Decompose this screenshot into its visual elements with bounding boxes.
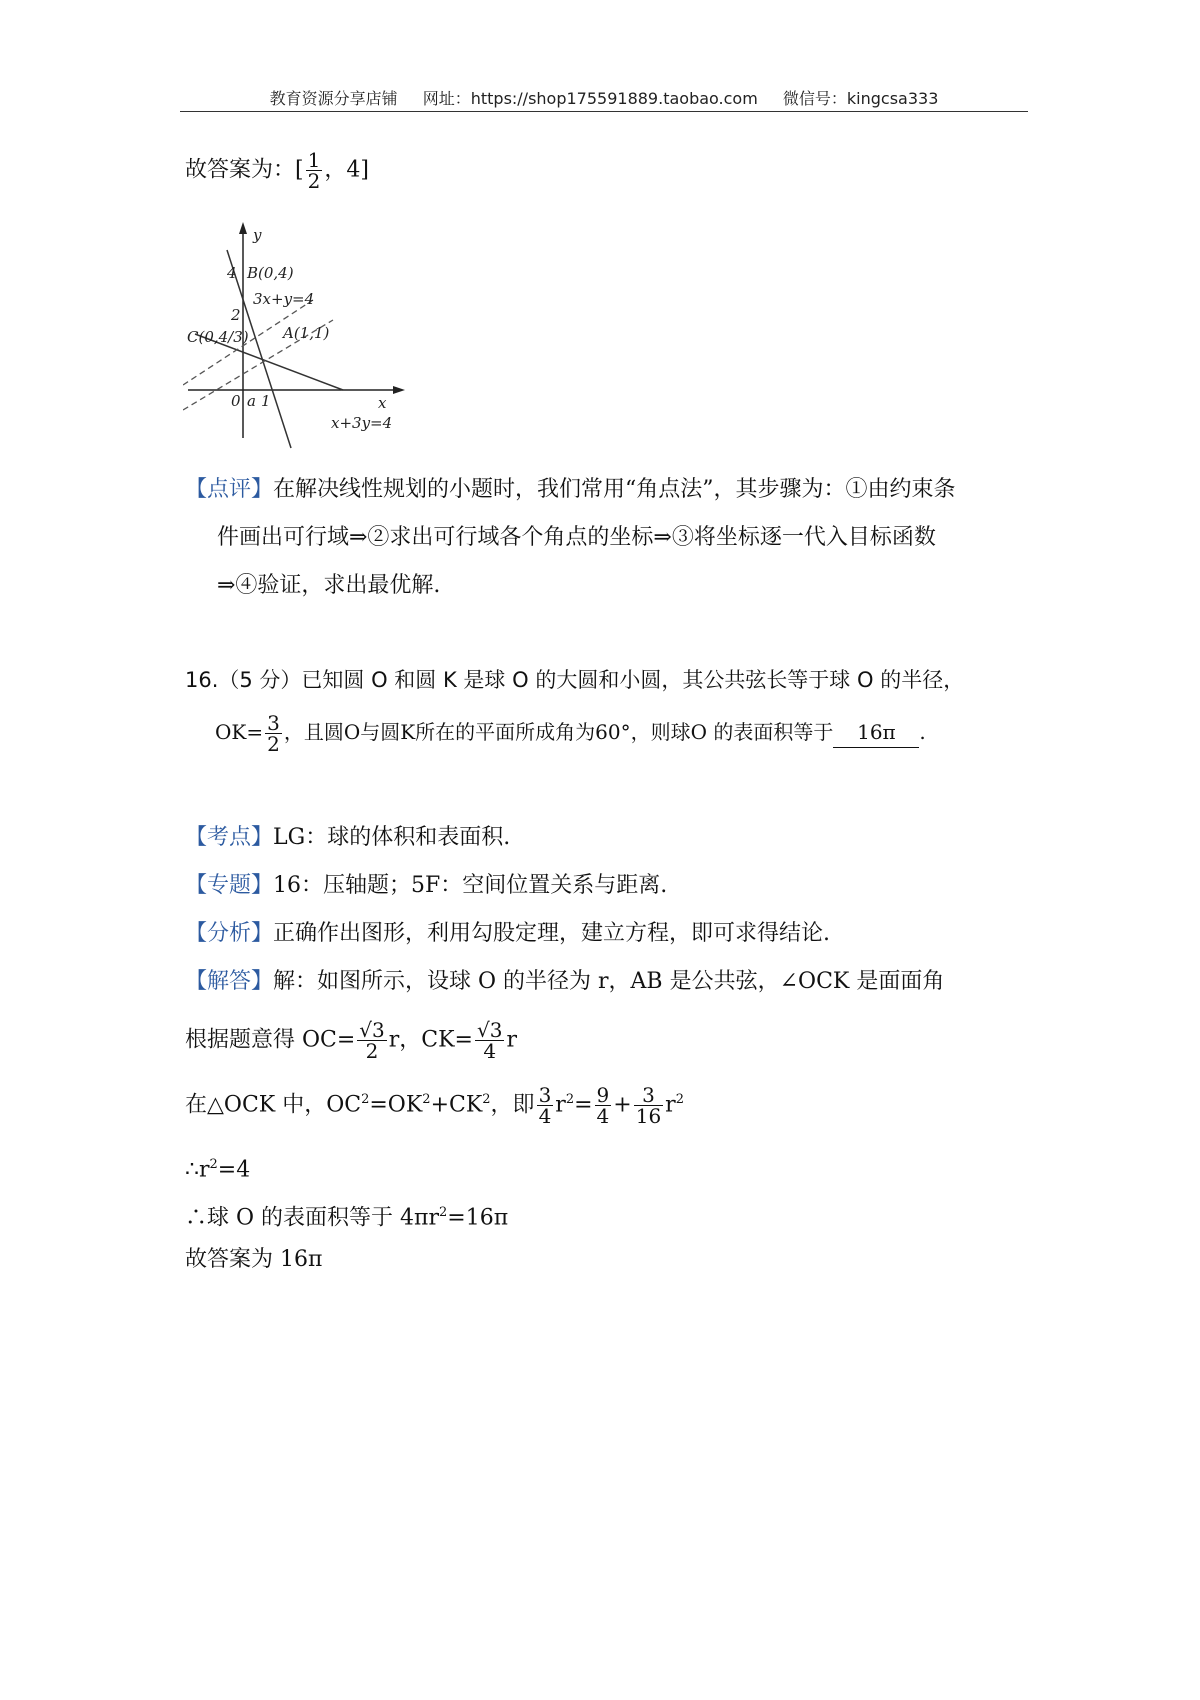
feasible-region-figure bbox=[183, 220, 413, 450]
tick-a: a bbox=[247, 392, 256, 410]
tick-1: 1 bbox=[261, 392, 271, 410]
comment-line-3: ⇒④验证，求出最优解. bbox=[217, 573, 441, 598]
zhuanti-line bbox=[185, 871, 667, 901]
ck-den: 4 bbox=[483, 1039, 497, 1063]
sup-r1: 2 bbox=[565, 1092, 575, 1108]
point-C-label: C(0,4/3) bbox=[187, 328, 249, 346]
question-16-line-1: 16.（5 分）已知圆 O 和圆 K 是球 O 的大圆和小圆，其公共弦长等于球 O 的半径， bbox=[185, 668, 965, 692]
sup-oc: 2 bbox=[361, 1092, 370, 1108]
ck-fraction bbox=[475, 1020, 504, 1061]
oc-den: 2 bbox=[365, 1039, 379, 1063]
tick-4: 4 bbox=[227, 264, 237, 282]
header-wechat: 微信号：kingcsa333 bbox=[782, 89, 939, 108]
ok-den: 2 bbox=[267, 732, 280, 756]
r-2: r bbox=[665, 1092, 676, 1118]
y-axis-label: y bbox=[253, 226, 262, 244]
y-arrow bbox=[239, 222, 247, 234]
jieda-text: 解：如图所示，设球 O 的半径为 r，AB 是公共弦，∠OCK 是面面角 bbox=[273, 969, 945, 994]
page-header bbox=[180, 86, 1028, 109]
frac-3-4 bbox=[537, 1085, 554, 1126]
f2-num: 9 bbox=[596, 1083, 610, 1107]
solution-line-5: 故答案为 16π bbox=[185, 1247, 323, 1272]
f2-den: 4 bbox=[596, 1104, 610, 1128]
f1-den: 4 bbox=[538, 1104, 552, 1128]
zhuanti-tag: 【专题】 bbox=[185, 873, 274, 898]
fraction-half bbox=[306, 150, 323, 191]
prev-answer bbox=[185, 150, 369, 191]
fenxi-line bbox=[185, 919, 830, 949]
sup-r3: 2 bbox=[209, 1157, 218, 1172]
r-1: r bbox=[555, 1092, 566, 1118]
frac-9-4 bbox=[595, 1085, 612, 1126]
equation-3x-y-label: 3x+y=4 bbox=[253, 290, 315, 308]
point-B-label: B(0,4) bbox=[247, 264, 294, 282]
q16-mid: ，且圆O与圆K所在的平面所成角为60°，则球O 的表面积等于 bbox=[283, 720, 834, 744]
x-arrow bbox=[393, 386, 405, 394]
eq-sign: = bbox=[574, 1092, 593, 1118]
sol-l1-prefix: 根据题意得 OC= bbox=[185, 1027, 356, 1053]
prev-answer-suffix: ，4] bbox=[324, 157, 369, 183]
sol-l3-tail: =4 bbox=[217, 1157, 251, 1183]
solution-line-3 bbox=[185, 1150, 250, 1185]
solution-line-1 bbox=[185, 1020, 517, 1061]
solution-line-4 bbox=[185, 1198, 508, 1233]
sol-l3: ∴r bbox=[185, 1157, 210, 1183]
sup-ok: 2 bbox=[422, 1092, 431, 1108]
f3-num: 3 bbox=[634, 1085, 663, 1106]
header-site: 网址：https://shop175591889.taobao.com bbox=[422, 89, 758, 108]
tick-2: 2 bbox=[231, 306, 241, 324]
frac-den: 2 bbox=[307, 169, 321, 193]
sol-l1-r2: r bbox=[506, 1027, 517, 1053]
zhuanti-text: 16：压轴题；5F：空间位置关系与距离. bbox=[273, 873, 668, 898]
kaodian-tag: 【考点】 bbox=[185, 825, 274, 850]
plus-sign: + bbox=[613, 1092, 632, 1118]
kaodian-line bbox=[185, 823, 510, 853]
sup-r4: 2 bbox=[439, 1205, 448, 1220]
x-axis-label: x bbox=[378, 394, 387, 412]
frac-3-16 bbox=[634, 1085, 663, 1126]
prev-answer-prefix: 故答案为：[ bbox=[185, 157, 304, 183]
q16-end: . bbox=[919, 720, 926, 744]
jieda-line bbox=[185, 967, 944, 997]
equation-x-3y-label: x+3y=4 bbox=[331, 414, 393, 432]
sol-l4: ∴球 O 的表面积等于 4πr bbox=[185, 1205, 439, 1231]
ok-prefix: OK= bbox=[215, 720, 264, 744]
sol-l2-prefix: 在△OCK 中，OC bbox=[185, 1092, 362, 1118]
ok-num: 3 bbox=[267, 711, 280, 735]
jieda-tag: 【解答】 bbox=[185, 969, 274, 994]
comment-text-1: 在解决线性规划的小题时，我们常用“角点法”，其步骤为：①由约束条 bbox=[273, 477, 956, 502]
sol-l2-eq: =OK bbox=[369, 1092, 423, 1118]
sol-l2-ji: ，即 bbox=[490, 1092, 535, 1118]
fenxi-tag: 【分析】 bbox=[185, 921, 274, 946]
header-rule bbox=[180, 111, 1028, 112]
kaodian-text: LG：球的体积和表面积. bbox=[273, 825, 511, 850]
question-16-line-2 bbox=[215, 713, 926, 754]
fenxi-text: 正确作出图形，利用勾股定理，建立方程，即可求得结论. bbox=[273, 921, 831, 946]
point-A-label: A(1,1) bbox=[283, 324, 330, 342]
ok-fraction bbox=[265, 713, 282, 754]
oc-fraction bbox=[357, 1020, 386, 1061]
answer-blank: 16π bbox=[833, 717, 919, 748]
oc-num: √3 bbox=[359, 1018, 385, 1042]
comment-line-1 bbox=[185, 475, 956, 505]
comment-line-2: 件画出可行域⇒②求出可行域各个角点的坐标⇒③将坐标逐一代入目标函数 bbox=[217, 525, 936, 550]
sol-l2-plus: +CK bbox=[430, 1092, 483, 1118]
f3-den: 16 bbox=[635, 1104, 662, 1128]
frac-num: 1 bbox=[307, 148, 321, 172]
origin-label: 0 bbox=[231, 392, 241, 410]
f1-num: 3 bbox=[538, 1083, 552, 1107]
sol-l4-tail: =16π bbox=[447, 1205, 509, 1231]
sup-r2: 2 bbox=[675, 1092, 684, 1108]
sup-ck: 2 bbox=[482, 1092, 491, 1108]
comment-tag: 【点评】 bbox=[185, 477, 274, 502]
header-shop: 教育资源分享店铺 bbox=[269, 89, 398, 108]
ck-num: √3 bbox=[477, 1018, 503, 1042]
solution-line-2 bbox=[185, 1085, 684, 1126]
sol-l1-r1: r，CK= bbox=[388, 1027, 473, 1053]
